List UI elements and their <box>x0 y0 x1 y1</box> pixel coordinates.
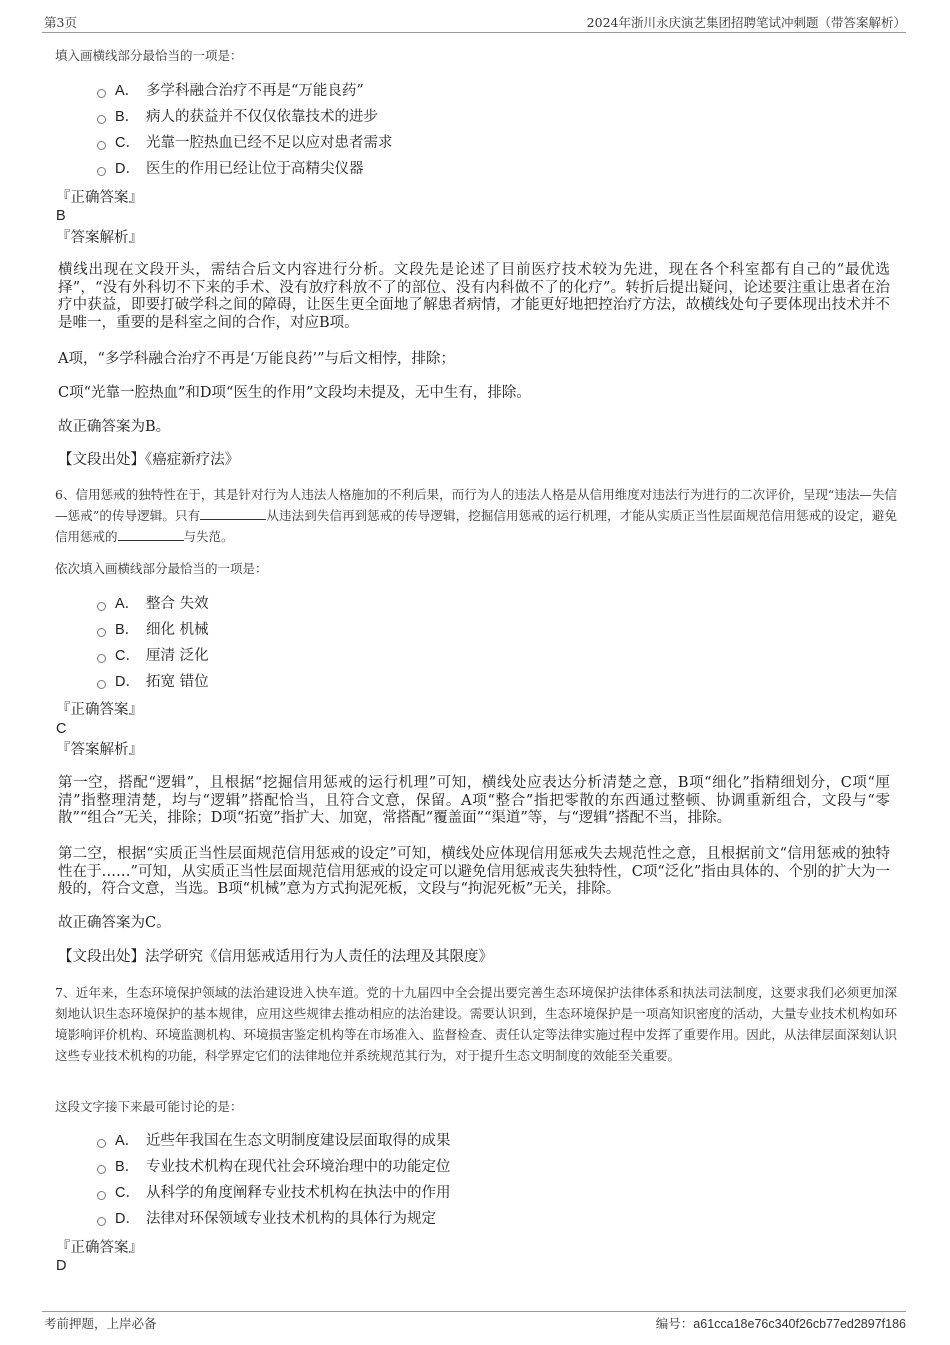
q6-analysis-label: 『答案解析』 <box>56 742 143 758</box>
q7-option-d[interactable]: D． 法律对环保领域专业技术机构的具体行为规定 <box>97 1208 436 1230</box>
radio-icon[interactable] <box>97 167 106 176</box>
q5-option-b[interactable]: B． 病人的获益并不仅仅依靠技术的进步 <box>97 106 378 128</box>
q7-option-b[interactable]: B． 专业技术机构在现代社会环境治理中的功能定位 <box>97 1156 451 1178</box>
radio-icon[interactable] <box>97 602 106 611</box>
q5-prompt: 填入画横线部分最恰当的一项是： <box>55 48 243 63</box>
q6-analysis-p2: 第二空，根据“实质正当性层面规范信用惩戒的设定”可知，横线处应体现信用惩戒失去规范性之意，且根据前文“信用惩戒的独特性在于……”可知，从实质正当性层面规范信用惩戒的设定可以避免信用惩戒丧失独特性，C项“泛化”指由具体的、个别的扩大为一般的，符合文意，当选。B项“机械”意为方式拘泥死板，文段与“拘泥死板”无关，排除。 <box>58 846 890 897</box>
page-number: 第3页 <box>44 15 77 30</box>
radio-icon[interactable] <box>97 628 106 637</box>
radio-icon[interactable] <box>97 89 106 98</box>
q5-analysis-p3: C项“光靠一腔热血”和D项“医生的作用”文段均未提及，无中生有，排除。 <box>58 385 531 401</box>
q6-option-d[interactable]: D． 拓宽 错位 <box>97 671 209 693</box>
radio-icon[interactable] <box>97 141 106 150</box>
q6-stem: 6、信用惩戒的独特性在于，其是针对行为人违法人格施加的不利后果，而行为人的违法人格是从信用维度对违法行为进行的二次评价，呈现“违法—失信—惩戒”的传导逻辑。只有 从违法到失信再到惩戒的传导逻辑，挖掘信用惩戒的运行机理，才能从实质正当性层面规范信用惩戒的设定，避免信用惩戒的 与失范。 <box>55 487 897 544</box>
footer-slogan: 考前押题，上岸必备 <box>44 1316 157 1331</box>
radio-icon[interactable] <box>97 654 106 663</box>
q6-source: 【文段出处】法学研究《信用惩戒适用行为人责任的法理及其限度》 <box>58 949 493 965</box>
document-title: 2024年浙川永庆演艺集团招聘笔试冲刺题（带答案解析） <box>586 15 906 30</box>
radio-icon[interactable] <box>97 1139 106 1148</box>
q5-answer: B <box>56 208 66 224</box>
q5-option-d[interactable]: D． 医生的作用已经让位于高精尖仪器 <box>97 158 364 180</box>
q7-answer-label: 『正确答案』 <box>56 1240 143 1256</box>
q5-source: 【文段出处】《癌症新疗法》 <box>58 452 240 468</box>
q6-answer: C <box>56 721 67 737</box>
footer-divider <box>42 1311 906 1312</box>
q6-answer-label: 『正确答案』 <box>56 702 143 718</box>
q7-option-c[interactable]: C． 从科学的角度阐释专业技术机构在执法中的作用 <box>97 1182 451 1204</box>
q5-analysis-p4: 故正确答案为B。 <box>58 419 171 435</box>
q5-analysis-p2: A项，“多学科融合治疗不再是‘万能良药’”与后文相悖，排除； <box>58 351 456 367</box>
q6-option-a[interactable]: A． 整合 失效 <box>97 593 209 615</box>
radio-icon[interactable] <box>97 1191 106 1200</box>
q6-option-b[interactable]: B． 细化 机械 <box>97 619 209 641</box>
document-code: 编号：a61cca18e76c340f26cb77ed2897f186 <box>655 1316 906 1331</box>
q6-prompt: 依次填入画横线部分最恰当的一项是： <box>55 561 268 576</box>
fill-blank-2[interactable] <box>118 528 184 541</box>
header-divider <box>42 32 906 33</box>
q5-analysis-p1: 横线出现在文段开头，需结合后文内容进行分析。文段先是论述了目前医疗技术较为先进，现在各个科室都有自己的“最优选择”，“没有外科切不下来的手术、没有放疗科放不了的部位、没有内科做不了的化疗”。转折后提出疑问，论述要注重让患者在治疗中获益，即要打破学科之间的障碍，让医生更全面地了解患者病情，才能更好地把控治疗方法，故横线处句子要体现出技术并不是唯一，重要的是科室之间的合作，对应B项。 <box>58 262 890 331</box>
radio-icon[interactable] <box>97 115 106 124</box>
q5-answer-label: 『正确答案』 <box>56 190 143 206</box>
q5-option-a[interactable]: A． 多学科融合治疗不再是“万能良药” <box>97 80 364 102</box>
fill-blank-1[interactable] <box>200 507 266 520</box>
q6-option-c[interactable]: C． 厘清 泛化 <box>97 645 209 667</box>
radio-icon[interactable] <box>97 680 106 689</box>
q5-analysis-label: 『答案解析』 <box>56 230 143 246</box>
radio-icon[interactable] <box>97 1165 106 1174</box>
radio-icon[interactable] <box>97 1217 106 1226</box>
q7-option-a[interactable]: A． 近些年我国在生态文明制度建设层面取得的成果 <box>97 1130 451 1152</box>
q5-option-c[interactable]: C． 光靠一腔热血已经不足以应对患者需求 <box>97 132 393 154</box>
q6-analysis-p3: 故正确答案为C。 <box>58 915 171 931</box>
q7-answer: D <box>56 1258 67 1274</box>
q6-analysis-p1: 第一空，搭配“逻辑”，且根据“挖掘信用惩戒的运行机理”可知，横线处应表达分析清楚之意，B项“细化”指精细划分，C项“厘清”指整理清楚，均与“逻辑”搭配恰当，且符合文意，保留。A项“整合”指把零散的东西通过整顿、协调重新组合，文段与“零散”“组合”无关，排除；D项“拓宽”指扩大、加宽，常搭配“覆盖面”“渠道”等，与“逻辑”搭配不当，排除。 <box>58 775 890 826</box>
q7-stem: 7、近年来，生态环境保护领域的法治建设进入快车道。党的十九届四中全会提出要完善生态环境保护法律体系和执法司法制度，这要求我们必须更加深刻地认识生态环境保护的基本规律，应用这些规律去推动相应的法治建设。需要认识到，生态环境保护是一项高知识密度的活动，大量专业技术机构如环境影响评价机构、环境监测机构、环境损害鉴定机构等在市场准入、监督检查、责任认定等法律实施过程中发挥了重要作用。因此，从法律层面深刻认识这些专业技术机构的功能，科学界定它们的法律地位并系统规范其行为，对于提升生态文明制度的效能至关重要。 <box>55 985 897 1063</box>
q7-prompt: 这段文字接下来最可能讨论的是： <box>55 1099 243 1114</box>
